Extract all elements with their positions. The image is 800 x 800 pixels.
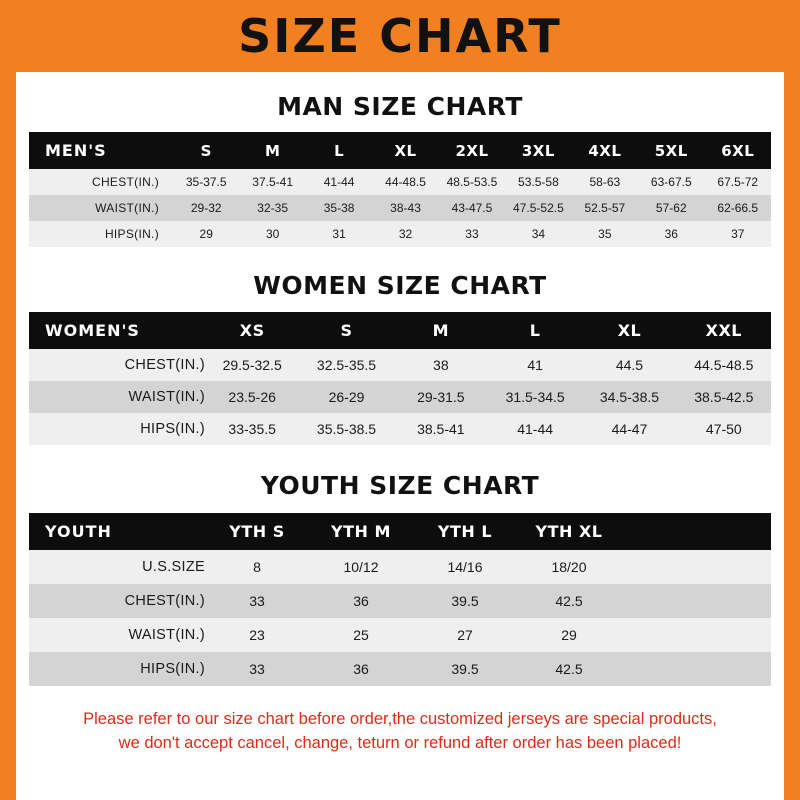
youth-table-head (29, 513, 771, 550)
table-row (29, 221, 771, 247)
cell: 67.5-72 (705, 169, 772, 195)
man-section-title: MAN SIZE CHART (277, 92, 523, 121)
cell: 41 (488, 349, 582, 381)
cell: 57-62 (638, 195, 704, 221)
cell: 41-44 (306, 169, 372, 195)
table-header-row (29, 132, 771, 169)
cell: 44.5-48.5 (677, 349, 771, 381)
cell: 39.5 (413, 652, 517, 686)
women-header-xxl: XXL (677, 312, 771, 349)
page-title: SIZE CHART (238, 9, 562, 63)
cell: 36 (309, 652, 413, 686)
cell: 31.5-34.5 (488, 381, 582, 413)
women-header-l: L (488, 312, 582, 349)
cell: 58-63 (572, 169, 638, 195)
cell: 52.5-57 (572, 195, 638, 221)
men-header-xl: XL (372, 132, 438, 169)
cell: 29 (173, 221, 239, 247)
cell: 33 (439, 221, 505, 247)
youth-table-body (29, 550, 771, 686)
women-table-body (29, 349, 771, 445)
women-section-title: WOMEN SIZE CHART (253, 271, 547, 300)
cell: 29 (517, 618, 621, 652)
row-label: CHEST(IN.) (29, 349, 205, 381)
men-header-label: MEN'S (29, 132, 173, 169)
cell: 48.5-53.5 (439, 169, 505, 195)
cell: 38 (394, 349, 488, 381)
row-label: HIPS(IN.) (29, 652, 205, 686)
cell: 42.5 (517, 584, 621, 618)
row-label: U.S.SIZE (29, 550, 205, 584)
men-header-4xl: 4XL (572, 132, 638, 169)
cell: 23.5-26 (205, 381, 299, 413)
youth-header-empty (621, 513, 771, 550)
women-header-xs: XS (205, 312, 299, 349)
order-policy-note (29, 708, 771, 756)
cell: 33-35.5 (205, 413, 299, 445)
cell: 18/20 (517, 550, 621, 584)
cell: 41-44 (488, 413, 582, 445)
youth-header-l: YTH L (413, 513, 517, 550)
cell: 34.5-38.5 (582, 381, 676, 413)
cell: 29-32 (173, 195, 239, 221)
cell: 37.5-41 (239, 169, 305, 195)
cell: 44-47 (582, 413, 676, 445)
cell: 32 (372, 221, 438, 247)
cell: 25 (309, 618, 413, 652)
cell: 38.5-41 (394, 413, 488, 445)
cell: 23 (205, 618, 309, 652)
cell: 44.5 (582, 349, 676, 381)
women-table-head (29, 312, 771, 349)
table-row (29, 349, 771, 381)
cell: 36 (638, 221, 704, 247)
cell: 35-37.5 (173, 169, 239, 195)
note-line-2: we don't accept cancel, change, teturn or refund after order has been placed! (118, 733, 682, 752)
cell (621, 584, 771, 618)
cell: 33 (205, 652, 309, 686)
women-header-label: WOMEN'S (29, 312, 205, 349)
cell: 14/16 (413, 550, 517, 584)
table-row (29, 169, 771, 195)
women-header-xl: XL (582, 312, 676, 349)
youth-size-table (29, 513, 771, 686)
note-line-1: Please refer to our size chart before order,the customized jerseys are special products, (83, 710, 717, 728)
row-label: WAIST(IN.) (29, 381, 205, 413)
women-header-m: M (394, 312, 488, 349)
row-label: HIPS(IN.) (29, 221, 173, 247)
cell: 29-31.5 (394, 381, 488, 413)
table-row (29, 550, 771, 584)
men-size-table (29, 132, 771, 247)
row-label: CHEST(IN.) (29, 584, 205, 618)
cell: 33 (205, 584, 309, 618)
cell (621, 618, 771, 652)
cell: 47.5-52.5 (505, 195, 571, 221)
cell (621, 550, 771, 584)
cell: 62-66.5 (705, 195, 772, 221)
cell: 38.5-42.5 (677, 381, 771, 413)
row-label: HIPS(IN.) (29, 413, 205, 445)
table-row (29, 584, 771, 618)
men-header-3xl: 3XL (505, 132, 571, 169)
youth-header-m: YTH M (309, 513, 413, 550)
cell: 38-43 (372, 195, 438, 221)
cell: 36 (309, 584, 413, 618)
cell: 43-47.5 (439, 195, 505, 221)
men-header-5xl: 5XL (638, 132, 704, 169)
youth-header-label: YOUTH (29, 513, 205, 550)
men-header-s: S (173, 132, 239, 169)
cell: 35-38 (306, 195, 372, 221)
men-header-2xl: 2XL (439, 132, 505, 169)
row-label: CHEST(IN.) (29, 169, 173, 195)
cell: 26-29 (299, 381, 393, 413)
table-row (29, 195, 771, 221)
table-header-row (29, 312, 771, 349)
page-banner (0, 0, 800, 72)
cell: 27 (413, 618, 517, 652)
cell: 39.5 (413, 584, 517, 618)
table-header-row (29, 513, 771, 550)
men-header-6xl: 6XL (705, 132, 772, 169)
youth-section-title: YOUTH SIZE CHART (260, 471, 540, 500)
cell: 35 (572, 221, 638, 247)
cell: 31 (306, 221, 372, 247)
table-row (29, 652, 771, 686)
table-row (29, 413, 771, 445)
cell: 53.5-58 (505, 169, 571, 195)
cell: 34 (505, 221, 571, 247)
cell: 30 (239, 221, 305, 247)
cell: 37 (705, 221, 772, 247)
men-header-l: L (306, 132, 372, 169)
women-size-table (29, 312, 771, 445)
cell: 8 (205, 550, 309, 584)
cell: 32-35 (239, 195, 305, 221)
row-label: WAIST(IN.) (29, 618, 205, 652)
cell: 10/12 (309, 550, 413, 584)
cell: 63-67.5 (638, 169, 704, 195)
cell: 44-48.5 (372, 169, 438, 195)
cell: 47-50 (677, 413, 771, 445)
youth-header-s: YTH S (205, 513, 309, 550)
cell (621, 652, 771, 686)
men-table-head (29, 132, 771, 169)
cell: 29.5-32.5 (205, 349, 299, 381)
row-label: WAIST(IN.) (29, 195, 173, 221)
youth-header-xl: YTH XL (517, 513, 621, 550)
cell: 32.5-35.5 (299, 349, 393, 381)
men-table-body (29, 169, 771, 247)
cell: 35.5-38.5 (299, 413, 393, 445)
chart-content (16, 92, 784, 756)
women-header-s: S (299, 312, 393, 349)
cell: 42.5 (517, 652, 621, 686)
table-row (29, 381, 771, 413)
table-row (29, 618, 771, 652)
men-header-m: M (239, 132, 305, 169)
